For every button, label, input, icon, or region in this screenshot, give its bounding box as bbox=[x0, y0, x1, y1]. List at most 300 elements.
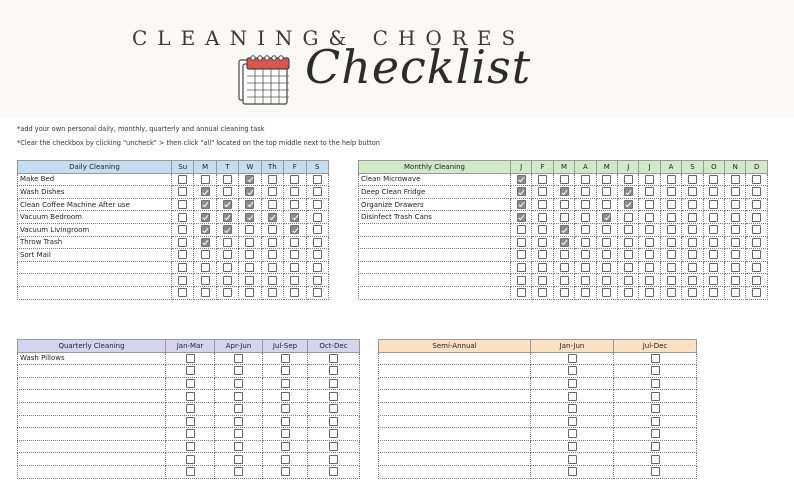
checkbox[interactable] bbox=[223, 175, 232, 184]
checked-checkbox[interactable] bbox=[560, 225, 569, 234]
checkbox[interactable] bbox=[645, 263, 654, 272]
checkbox[interactable] bbox=[581, 250, 590, 259]
checkbox[interactable] bbox=[186, 404, 195, 413]
checkbox[interactable] bbox=[602, 288, 611, 297]
checkbox[interactable] bbox=[688, 200, 697, 209]
checkbox[interactable] bbox=[329, 392, 338, 401]
checkbox[interactable] bbox=[645, 288, 654, 297]
checkbox-cell bbox=[172, 223, 194, 236]
checkbox[interactable] bbox=[186, 392, 195, 401]
checkbox-cell bbox=[215, 352, 263, 365]
checkbox[interactable] bbox=[688, 238, 697, 247]
checkbox[interactable] bbox=[517, 263, 526, 272]
task-cell[interactable]: Clean Coffee Machine After use bbox=[18, 198, 172, 211]
checkbox[interactable] bbox=[290, 250, 299, 259]
checkbox[interactable] bbox=[517, 225, 526, 234]
checkbox[interactable] bbox=[538, 187, 547, 196]
checkbox[interactable] bbox=[290, 238, 299, 247]
checkbox[interactable] bbox=[651, 429, 660, 438]
checked-checkbox[interactable] bbox=[290, 225, 299, 234]
checked-checkbox[interactable] bbox=[223, 225, 232, 234]
checkbox[interactable] bbox=[538, 213, 547, 222]
checkbox[interactable] bbox=[568, 366, 577, 375]
checkbox[interactable] bbox=[602, 238, 611, 247]
checkbox[interactable] bbox=[568, 417, 577, 426]
checkbox[interactable] bbox=[329, 366, 338, 375]
task-cell[interactable] bbox=[359, 223, 511, 236]
checkbox[interactable] bbox=[602, 175, 611, 184]
checkbox[interactable] bbox=[313, 187, 322, 196]
checkbox[interactable] bbox=[234, 455, 243, 464]
checkbox-cell bbox=[553, 249, 574, 262]
checkbox[interactable] bbox=[752, 187, 761, 196]
checkbox[interactable] bbox=[731, 175, 740, 184]
task-cell[interactable]: Organize Drawers bbox=[359, 198, 511, 211]
checkbox[interactable] bbox=[752, 225, 761, 234]
checkbox[interactable] bbox=[186, 455, 195, 464]
checkbox[interactable] bbox=[234, 467, 243, 476]
task-cell[interactable] bbox=[379, 415, 531, 428]
checkbox[interactable] bbox=[651, 455, 660, 464]
checkbox[interactable] bbox=[688, 213, 697, 222]
checkbox[interactable] bbox=[581, 175, 590, 184]
checkbox[interactable] bbox=[517, 238, 526, 247]
checkbox[interactable] bbox=[709, 263, 718, 272]
checkbox-cell bbox=[531, 428, 614, 441]
task-cell[interactable] bbox=[359, 249, 511, 262]
checkbox[interactable] bbox=[178, 213, 187, 222]
checkbox[interactable] bbox=[688, 187, 697, 196]
checked-checkbox[interactable] bbox=[602, 213, 611, 222]
checkbox[interactable] bbox=[667, 238, 676, 247]
checked-checkbox[interactable] bbox=[201, 187, 210, 196]
checkbox[interactable] bbox=[651, 366, 660, 375]
checkbox[interactable] bbox=[651, 379, 660, 388]
checkbox[interactable] bbox=[281, 392, 290, 401]
checkbox[interactable] bbox=[186, 366, 195, 375]
checkbox[interactable] bbox=[752, 288, 761, 297]
checkbox[interactable] bbox=[645, 225, 654, 234]
checkbox[interactable] bbox=[602, 263, 611, 272]
checkbox[interactable] bbox=[538, 200, 547, 209]
checkbox-cell bbox=[746, 286, 768, 299]
checkbox[interactable] bbox=[731, 238, 740, 247]
checkbox[interactable] bbox=[624, 238, 633, 247]
checkbox[interactable] bbox=[268, 187, 277, 196]
checkbox[interactable] bbox=[651, 442, 660, 451]
checkbox[interactable] bbox=[709, 288, 718, 297]
checkbox[interactable] bbox=[517, 276, 526, 285]
checkbox[interactable] bbox=[624, 288, 633, 297]
checkbox[interactable] bbox=[313, 213, 322, 222]
checkbox[interactable] bbox=[624, 225, 633, 234]
task-cell[interactable] bbox=[18, 465, 166, 478]
checkbox[interactable] bbox=[731, 288, 740, 297]
checkbox[interactable] bbox=[178, 238, 187, 247]
checkbox[interactable] bbox=[245, 288, 254, 297]
checkbox[interactable] bbox=[245, 276, 254, 285]
checkbox[interactable] bbox=[290, 175, 299, 184]
checkbox[interactable] bbox=[651, 417, 660, 426]
checkbox[interactable] bbox=[290, 263, 299, 272]
checkbox[interactable] bbox=[234, 379, 243, 388]
checkbox[interactable] bbox=[568, 354, 577, 363]
checkbox[interactable] bbox=[178, 288, 187, 297]
checkbox[interactable] bbox=[645, 187, 654, 196]
checkbox[interactable] bbox=[234, 417, 243, 426]
checkbox[interactable] bbox=[186, 442, 195, 451]
checkbox[interactable] bbox=[560, 213, 569, 222]
checkbox[interactable] bbox=[568, 455, 577, 464]
checkbox[interactable] bbox=[667, 200, 676, 209]
checkbox[interactable] bbox=[581, 263, 590, 272]
checkbox[interactable] bbox=[223, 238, 232, 247]
checked-checkbox[interactable] bbox=[223, 213, 232, 222]
task-cell[interactable]: Deep Clean Fridge bbox=[359, 186, 511, 199]
checkbox[interactable] bbox=[329, 467, 338, 476]
checkbox[interactable] bbox=[538, 288, 547, 297]
checked-checkbox[interactable] bbox=[560, 187, 569, 196]
checkbox[interactable] bbox=[313, 200, 322, 209]
checked-checkbox[interactable] bbox=[201, 213, 210, 222]
checkbox[interactable] bbox=[281, 442, 290, 451]
checkbox[interactable] bbox=[560, 175, 569, 184]
checkbox[interactable] bbox=[329, 417, 338, 426]
checkbox[interactable] bbox=[568, 429, 577, 438]
checkbox[interactable] bbox=[667, 175, 676, 184]
checkbox[interactable] bbox=[731, 213, 740, 222]
checkbox[interactable] bbox=[667, 187, 676, 196]
checkbox[interactable] bbox=[234, 366, 243, 375]
checkbox[interactable] bbox=[281, 404, 290, 413]
checkbox[interactable] bbox=[752, 213, 761, 222]
task-cell[interactable] bbox=[18, 428, 166, 441]
checkbox[interactable] bbox=[313, 250, 322, 259]
checkbox[interactable] bbox=[651, 392, 660, 401]
checkbox[interactable] bbox=[581, 200, 590, 209]
checkbox[interactable] bbox=[223, 288, 232, 297]
task-cell[interactable] bbox=[359, 274, 511, 287]
checked-checkbox[interactable] bbox=[517, 213, 526, 222]
checkbox[interactable] bbox=[688, 288, 697, 297]
checkbox[interactable] bbox=[731, 263, 740, 272]
checkbox[interactable] bbox=[281, 379, 290, 388]
checkbox[interactable] bbox=[517, 250, 526, 259]
checkbox[interactable] bbox=[268, 175, 277, 184]
checkbox[interactable] bbox=[752, 263, 761, 272]
checkbox[interactable] bbox=[709, 250, 718, 259]
checkbox[interactable] bbox=[709, 225, 718, 234]
checkbox[interactable] bbox=[731, 187, 740, 196]
checkbox[interactable] bbox=[752, 276, 761, 285]
task-cell[interactable] bbox=[379, 402, 531, 415]
checkbox[interactable] bbox=[281, 366, 290, 375]
task-cell[interactable]: Vacuum Bedroom bbox=[18, 211, 172, 224]
checkbox[interactable] bbox=[602, 225, 611, 234]
checkbox[interactable] bbox=[223, 263, 232, 272]
checkbox[interactable] bbox=[731, 225, 740, 234]
checkbox[interactable] bbox=[234, 354, 243, 363]
checkbox[interactable] bbox=[709, 187, 718, 196]
checkbox[interactable] bbox=[268, 238, 277, 247]
checkbox[interactable] bbox=[731, 250, 740, 259]
checkbox[interactable] bbox=[178, 200, 187, 209]
checkbox[interactable] bbox=[645, 238, 654, 247]
checked-checkbox[interactable] bbox=[245, 213, 254, 222]
checkbox-cell bbox=[532, 249, 553, 262]
task-cell[interactable] bbox=[379, 465, 531, 478]
task-cell[interactable] bbox=[18, 261, 172, 274]
checkbox[interactable] bbox=[581, 276, 590, 285]
checkbox[interactable] bbox=[281, 417, 290, 426]
checkbox[interactable] bbox=[186, 429, 195, 438]
checked-checkbox[interactable] bbox=[560, 238, 569, 247]
checkbox[interactable] bbox=[667, 250, 676, 259]
checkbox[interactable] bbox=[667, 213, 676, 222]
checkbox[interactable] bbox=[624, 175, 633, 184]
checkbox[interactable] bbox=[234, 442, 243, 451]
checkbox[interactable] bbox=[688, 175, 697, 184]
checkbox[interactable] bbox=[186, 467, 195, 476]
task-cell[interactable] bbox=[18, 377, 166, 390]
checkbox[interactable] bbox=[201, 263, 210, 272]
checked-checkbox[interactable] bbox=[201, 225, 210, 234]
checkbox[interactable] bbox=[245, 238, 254, 247]
checkbox[interactable] bbox=[581, 288, 590, 297]
checkbox[interactable] bbox=[688, 263, 697, 272]
task-cell[interactable] bbox=[359, 261, 511, 274]
checkbox[interactable] bbox=[645, 200, 654, 209]
task-cell[interactable]: Clean Microwave bbox=[359, 173, 511, 186]
checkbox[interactable] bbox=[624, 276, 633, 285]
task-cell[interactable] bbox=[18, 440, 166, 453]
checkbox[interactable] bbox=[645, 250, 654, 259]
task-cell[interactable] bbox=[379, 352, 531, 365]
task-cell[interactable] bbox=[359, 236, 511, 249]
checkbox[interactable] bbox=[538, 175, 547, 184]
checkbox[interactable] bbox=[268, 225, 277, 234]
table-row bbox=[18, 352, 360, 365]
checkbox[interactable] bbox=[201, 288, 210, 297]
checkbox[interactable] bbox=[178, 276, 187, 285]
checked-checkbox[interactable] bbox=[245, 200, 254, 209]
checkbox[interactable] bbox=[560, 200, 569, 209]
checkbox[interactable] bbox=[178, 263, 187, 272]
task-cell[interactable] bbox=[379, 365, 531, 378]
checkbox[interactable] bbox=[313, 288, 322, 297]
checkbox[interactable] bbox=[560, 288, 569, 297]
checkbox[interactable] bbox=[651, 404, 660, 413]
checkbox[interactable] bbox=[268, 276, 277, 285]
checkbox[interactable] bbox=[290, 276, 299, 285]
checkbox[interactable] bbox=[186, 379, 195, 388]
checkbox[interactable] bbox=[651, 467, 660, 476]
checkbox[interactable] bbox=[568, 404, 577, 413]
checkbox[interactable] bbox=[560, 250, 569, 259]
task-cell[interactable]: Throw Trash bbox=[18, 236, 172, 249]
checkbox[interactable] bbox=[329, 354, 338, 363]
checked-checkbox[interactable] bbox=[517, 175, 526, 184]
checkbox[interactable] bbox=[178, 175, 187, 184]
checked-checkbox[interactable] bbox=[201, 200, 210, 209]
checkbox[interactable] bbox=[538, 238, 547, 247]
checkbox[interactable] bbox=[223, 250, 232, 259]
checkbox[interactable] bbox=[645, 213, 654, 222]
checkbox[interactable] bbox=[178, 250, 187, 259]
checkbox[interactable] bbox=[581, 187, 590, 196]
checkbox[interactable] bbox=[313, 263, 322, 272]
checkbox[interactable] bbox=[313, 238, 322, 247]
task-cell[interactable] bbox=[18, 286, 172, 299]
checkbox[interactable] bbox=[709, 175, 718, 184]
task-cell[interactable] bbox=[379, 428, 531, 441]
task-cell[interactable] bbox=[379, 390, 531, 403]
checkbox[interactable] bbox=[201, 175, 210, 184]
checkbox[interactable] bbox=[568, 467, 577, 476]
checkbox[interactable] bbox=[186, 354, 195, 363]
task-cell[interactable]: Wash Dishes bbox=[18, 186, 172, 199]
checkbox[interactable] bbox=[329, 379, 338, 388]
checked-checkbox[interactable] bbox=[517, 200, 526, 209]
checkbox[interactable] bbox=[752, 238, 761, 247]
checkbox[interactable] bbox=[268, 200, 277, 209]
checkbox[interactable] bbox=[281, 354, 290, 363]
task-cell[interactable] bbox=[18, 365, 166, 378]
checkbox[interactable] bbox=[329, 404, 338, 413]
checkbox[interactable] bbox=[281, 429, 290, 438]
checkbox[interactable] bbox=[709, 213, 718, 222]
checkbox[interactable] bbox=[329, 455, 338, 464]
checkbox[interactable] bbox=[560, 263, 569, 272]
checkbox[interactable] bbox=[651, 354, 660, 363]
checkbox[interactable] bbox=[313, 175, 322, 184]
checkbox[interactable] bbox=[234, 429, 243, 438]
checkbox[interactable] bbox=[752, 250, 761, 259]
checkbox[interactable] bbox=[223, 276, 232, 285]
checkbox[interactable] bbox=[709, 238, 718, 247]
checkbox[interactable] bbox=[201, 250, 210, 259]
checkbox[interactable] bbox=[645, 276, 654, 285]
checkbox[interactable] bbox=[268, 250, 277, 259]
checkbox[interactable] bbox=[667, 263, 676, 272]
checkbox[interactable] bbox=[568, 442, 577, 451]
checkbox[interactable] bbox=[602, 200, 611, 209]
checkbox[interactable] bbox=[581, 238, 590, 247]
checkbox[interactable] bbox=[186, 417, 195, 426]
checkbox[interactable] bbox=[281, 467, 290, 476]
checkbox[interactable] bbox=[538, 250, 547, 259]
checkbox[interactable] bbox=[538, 263, 547, 272]
checkbox[interactable] bbox=[178, 225, 187, 234]
checkbox-cell bbox=[308, 415, 360, 428]
checkbox[interactable] bbox=[313, 225, 322, 234]
checkbox[interactable] bbox=[268, 263, 277, 272]
checkbox[interactable] bbox=[234, 404, 243, 413]
checkbox[interactable] bbox=[731, 200, 740, 209]
checkbox[interactable] bbox=[281, 455, 290, 464]
checkbox[interactable] bbox=[688, 276, 697, 285]
checkbox[interactable] bbox=[268, 288, 277, 297]
checked-checkbox[interactable] bbox=[268, 213, 277, 222]
task-cell[interactable]: Make Bed bbox=[18, 173, 172, 186]
task-cell[interactable] bbox=[18, 453, 166, 466]
checkbox[interactable] bbox=[223, 187, 232, 196]
checkbox[interactable] bbox=[234, 392, 243, 401]
task-cell[interactable]: Wash Pillows bbox=[18, 352, 166, 365]
checkbox[interactable] bbox=[290, 187, 299, 196]
checked-checkbox[interactable] bbox=[223, 200, 232, 209]
checked-checkbox[interactable] bbox=[624, 187, 633, 196]
task-cell[interactable] bbox=[359, 286, 511, 299]
checkbox[interactable] bbox=[245, 250, 254, 259]
checkbox[interactable] bbox=[688, 250, 697, 259]
checkbox[interactable] bbox=[290, 288, 299, 297]
checkbox[interactable] bbox=[245, 225, 254, 234]
checked-checkbox[interactable] bbox=[201, 238, 210, 247]
checkbox[interactable] bbox=[329, 429, 338, 438]
checkbox[interactable] bbox=[667, 225, 676, 234]
checkbox[interactable] bbox=[313, 276, 322, 285]
checked-checkbox[interactable] bbox=[245, 175, 254, 184]
task-cell[interactable] bbox=[18, 402, 166, 415]
checked-checkbox[interactable] bbox=[245, 187, 254, 196]
checkbox[interactable] bbox=[667, 288, 676, 297]
checkbox[interactable] bbox=[538, 225, 547, 234]
task-cell[interactable] bbox=[18, 415, 166, 428]
checkbox[interactable] bbox=[709, 276, 718, 285]
task-cell[interactable] bbox=[18, 390, 166, 403]
task-cell[interactable] bbox=[379, 453, 531, 466]
checkbox[interactable] bbox=[688, 225, 697, 234]
checkbox[interactable] bbox=[538, 276, 547, 285]
checkbox[interactable] bbox=[581, 213, 590, 222]
checkbox-cell bbox=[172, 211, 194, 224]
checked-checkbox[interactable] bbox=[290, 213, 299, 222]
checkbox[interactable] bbox=[517, 288, 526, 297]
checkbox[interactable] bbox=[568, 379, 577, 388]
checkbox[interactable] bbox=[709, 200, 718, 209]
checkbox[interactable] bbox=[201, 276, 210, 285]
checkbox[interactable] bbox=[752, 200, 761, 209]
task-cell[interactable]: Disinfect Trash Cans bbox=[359, 211, 511, 224]
checkbox[interactable] bbox=[624, 263, 633, 272]
task-cell[interactable]: Sort Mail bbox=[18, 249, 172, 262]
checkbox[interactable] bbox=[645, 175, 654, 184]
checkbox[interactable] bbox=[568, 392, 577, 401]
checkbox[interactable] bbox=[329, 442, 338, 451]
checkbox[interactable] bbox=[245, 263, 254, 272]
checkbox[interactable] bbox=[602, 187, 611, 196]
checkbox[interactable] bbox=[752, 175, 761, 184]
task-cell[interactable]: Vacuum Livingroom bbox=[18, 223, 172, 236]
checkbox-cell bbox=[511, 223, 532, 236]
checked-checkbox[interactable] bbox=[517, 187, 526, 196]
checkbox[interactable] bbox=[731, 276, 740, 285]
checked-checkbox[interactable] bbox=[624, 200, 633, 209]
checkbox[interactable] bbox=[602, 276, 611, 285]
task-cell[interactable] bbox=[379, 440, 531, 453]
checkbox[interactable] bbox=[581, 225, 590, 234]
checkbox[interactable] bbox=[624, 213, 633, 222]
task-cell[interactable] bbox=[18, 274, 172, 287]
checkbox[interactable] bbox=[560, 276, 569, 285]
task-cell[interactable] bbox=[379, 377, 531, 390]
checkbox[interactable] bbox=[178, 187, 187, 196]
checkbox[interactable] bbox=[602, 250, 611, 259]
checkbox[interactable] bbox=[290, 200, 299, 209]
checkbox[interactable] bbox=[624, 250, 633, 259]
checkbox[interactable] bbox=[667, 276, 676, 285]
